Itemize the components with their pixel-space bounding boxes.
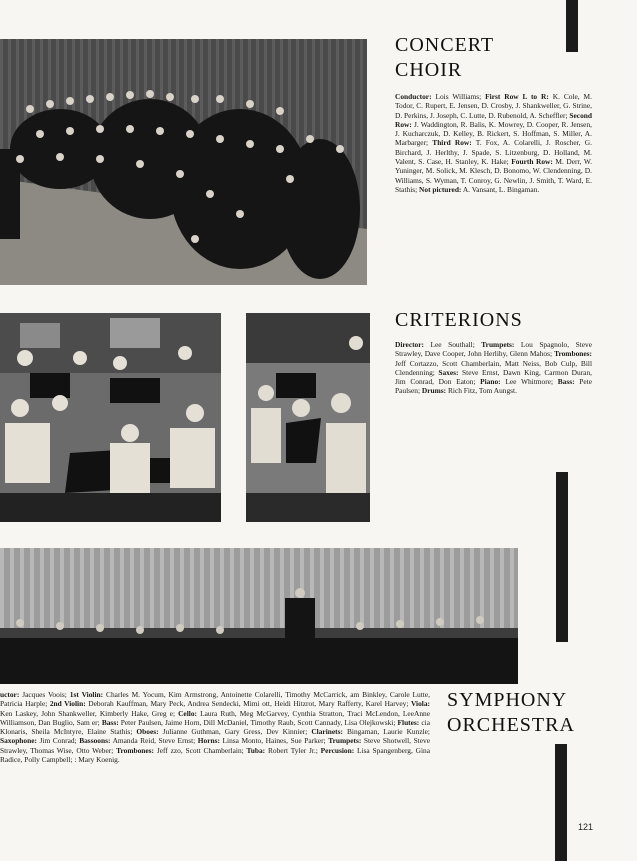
caption-label: Saxophone: — [0, 736, 37, 746]
criterions-caption — [395, 340, 592, 396]
caption-text: M. Derr, W. Yuninger, M. Solick, M. Klesch, D. Bonomo, W. Clendenning, D. Williams, S. Wyman, T. Conroy, G. Newlin, J. Smith, T. Ward, E. Stathis; — [395, 157, 592, 194]
concert-choir-caption — [395, 92, 592, 194]
symphony-orchestra-caption — [0, 690, 430, 764]
caption-text: cia Klonaris, Sheila McIntyre, Elaine Stathis; — [0, 717, 430, 737]
caption-text: Lisa Spangenberg, Gina Radice, Polly Campbell; — [0, 745, 430, 765]
caption-label: 1st Violin: — [69, 690, 104, 699]
caption-text: J. Waddington, R. Balis, K. Mowrey, D. Cooper, R. Jensen, J. Kucharczuk, D. Kelley, B. Rickert, S. Hoffman, S. Miller, A. Marbarger; — [395, 119, 592, 148]
caption-label: Bass: — [557, 377, 575, 387]
caption-text: Julianne Guthman, Gary Gress, Dev Kinnier; — [158, 727, 312, 737]
symphony-title-line2: ORCHESTRA — [447, 714, 575, 736]
caption-label: Third Row: — [432, 138, 472, 148]
page-number: 121 — [578, 822, 594, 832]
caption-text: A. Vansant, L. Bingaman. — [461, 184, 540, 194]
caption-label: First Row L to R: — [485, 92, 549, 101]
caption-text: Peter Paulsen, Jaime Horn, Dill McDaniel, Timothy Raub, Scott Cannady, Lisa Olejkowski; — [118, 717, 398, 727]
caption-label: Drums: — [421, 386, 447, 396]
criterions-title-text: CRITERIONS — [395, 309, 523, 331]
caption-label: Trumpets: — [481, 340, 515, 349]
caption-label: Conductor: — [395, 92, 432, 101]
caption-label: Second Row: — [395, 110, 592, 129]
caption-label: 2nd Violin: — [49, 699, 86, 709]
caption-text: Jacques Voois; — [19, 690, 70, 699]
caption-label: Tuba: — [246, 745, 266, 755]
top-accent-bar — [566, 0, 578, 52]
criterions-photo-left — [0, 313, 221, 522]
caption-label: Cello: — [178, 708, 197, 718]
caption-text: Steve Shotwell, Steve Strawley, Thomas Wise, Otto Weber; — [0, 736, 430, 755]
caption-text: Bingaman, Laurie Kunzle; — [342, 727, 430, 737]
symphony-orchestra-photo — [0, 548, 518, 684]
caption-text: Linsa Monto, Haines, Sue Parker; — [219, 736, 329, 746]
caption-text: Charles M. Yocum, Kim Armstrong, Antoinette Colarelli, Timothy McCarrick, am Binkley, Carole Lutte, Patricia Harple; — [0, 690, 430, 709]
caption-text: Pete Paulsen; — [395, 377, 592, 396]
caption-text: Jim Conrad; — [36, 736, 80, 746]
caption-text: Steve Ernst, Dawn King, Carmon Duran, Jim Conrad, Don Eaton; — [395, 367, 592, 387]
caption-label: uctor: — [0, 690, 20, 699]
caption-text: Robert Tyler Jr.; — [265, 745, 321, 755]
caption-label: Trumpets: — [328, 736, 362, 746]
caption-text: Lee Southall; — [424, 340, 482, 349]
middle-accent-bar — [556, 472, 568, 642]
criterions-photo-right — [246, 313, 370, 522]
caption-text: Ken Laskey, John Shankweller, Kimberly Hake, Greg e; — [0, 708, 179, 718]
caption-text: Jeff Cortazzo, Scott Chamberlain, Matt Neiss, Bob Culp, Bill Clendenning; — [395, 358, 592, 377]
caption-text: Lou Spagnolo, Steve Strawley, Dave Cooper, John Herlihy, Glenn Mahos; — [395, 340, 593, 359]
bottom-accent-bar — [555, 744, 567, 861]
caption-label: Percusion: — [320, 745, 355, 755]
caption-label: Piano: — [480, 377, 501, 387]
criterions-title — [395, 308, 523, 333]
caption-text: Amanda Reid, Steve Ernst; — [110, 736, 198, 746]
caption-text: Jeff zzo, Scott Chamberlain; — [154, 745, 247, 755]
caption-label: Bass: — [101, 717, 119, 727]
caption-label: Oboes: — [136, 727, 159, 737]
caption-label: Fourth Row: — [511, 157, 553, 167]
caption-text: T. Fox, A. Colarelli, J. Roscher, G. Birchard, J. Herlthy, J. Spade, S. Litzenburg, D. Holland, M. Valent, S. Case, H. Stanley, K. Hake; — [395, 138, 592, 167]
caption-text: K. Cole, M. Todor, C. Rupert, E. Jensen, D. Crosby, J. Shankweller, G. Strine, D. Perkins, J. Joseph, C. Lutte, D. Rubenold, A. Scheffler; — [395, 92, 592, 120]
caption-text: Lee Whitmore; — [500, 377, 558, 387]
caption-text: Laura Ruth, Meg McGarvey, Cynthia Stratton, Traci McLendon, LeeAnne Williamson, Dan Buglio, Sam er; — [0, 708, 430, 727]
caption-label: Trombones: — [554, 349, 592, 359]
caption-text: Deborah Kauffman, Mary Peck, Andrea Sendecki, Mimi ott, Heidi Hitzrot, Mary Rafferty, Karel Harvey; — [85, 699, 411, 709]
caption-label: Viola: — [410, 699, 430, 709]
concert-choir-title-line1: CONCERT — [395, 34, 495, 56]
caption-label: Bassoons: — [79, 736, 111, 746]
concert-choir-title-line2: CHOIR — [395, 59, 463, 81]
caption-label: Horns: — [197, 736, 220, 746]
caption-label: Clarinets: — [311, 727, 343, 737]
caption-label: Not pictured: — [419, 184, 462, 194]
caption-label: Trombones: — [116, 745, 155, 755]
concert-choir-title — [395, 33, 494, 83]
caption-text: Lois Williams; — [431, 92, 486, 101]
caption-text: Rich Fitz, Tom Aungst. — [446, 386, 517, 396]
symphony-title-line1: SYMPHONY — [447, 689, 568, 711]
caption-label: Flutes: — [397, 717, 420, 727]
concert-choir-photo — [0, 39, 367, 285]
symphony-orchestra-title — [447, 688, 575, 738]
caption-label: Saxes: — [438, 367, 459, 377]
caption-label: Director: — [395, 340, 424, 349]
caption-text: : Mary Koenig. — [74, 755, 120, 765]
